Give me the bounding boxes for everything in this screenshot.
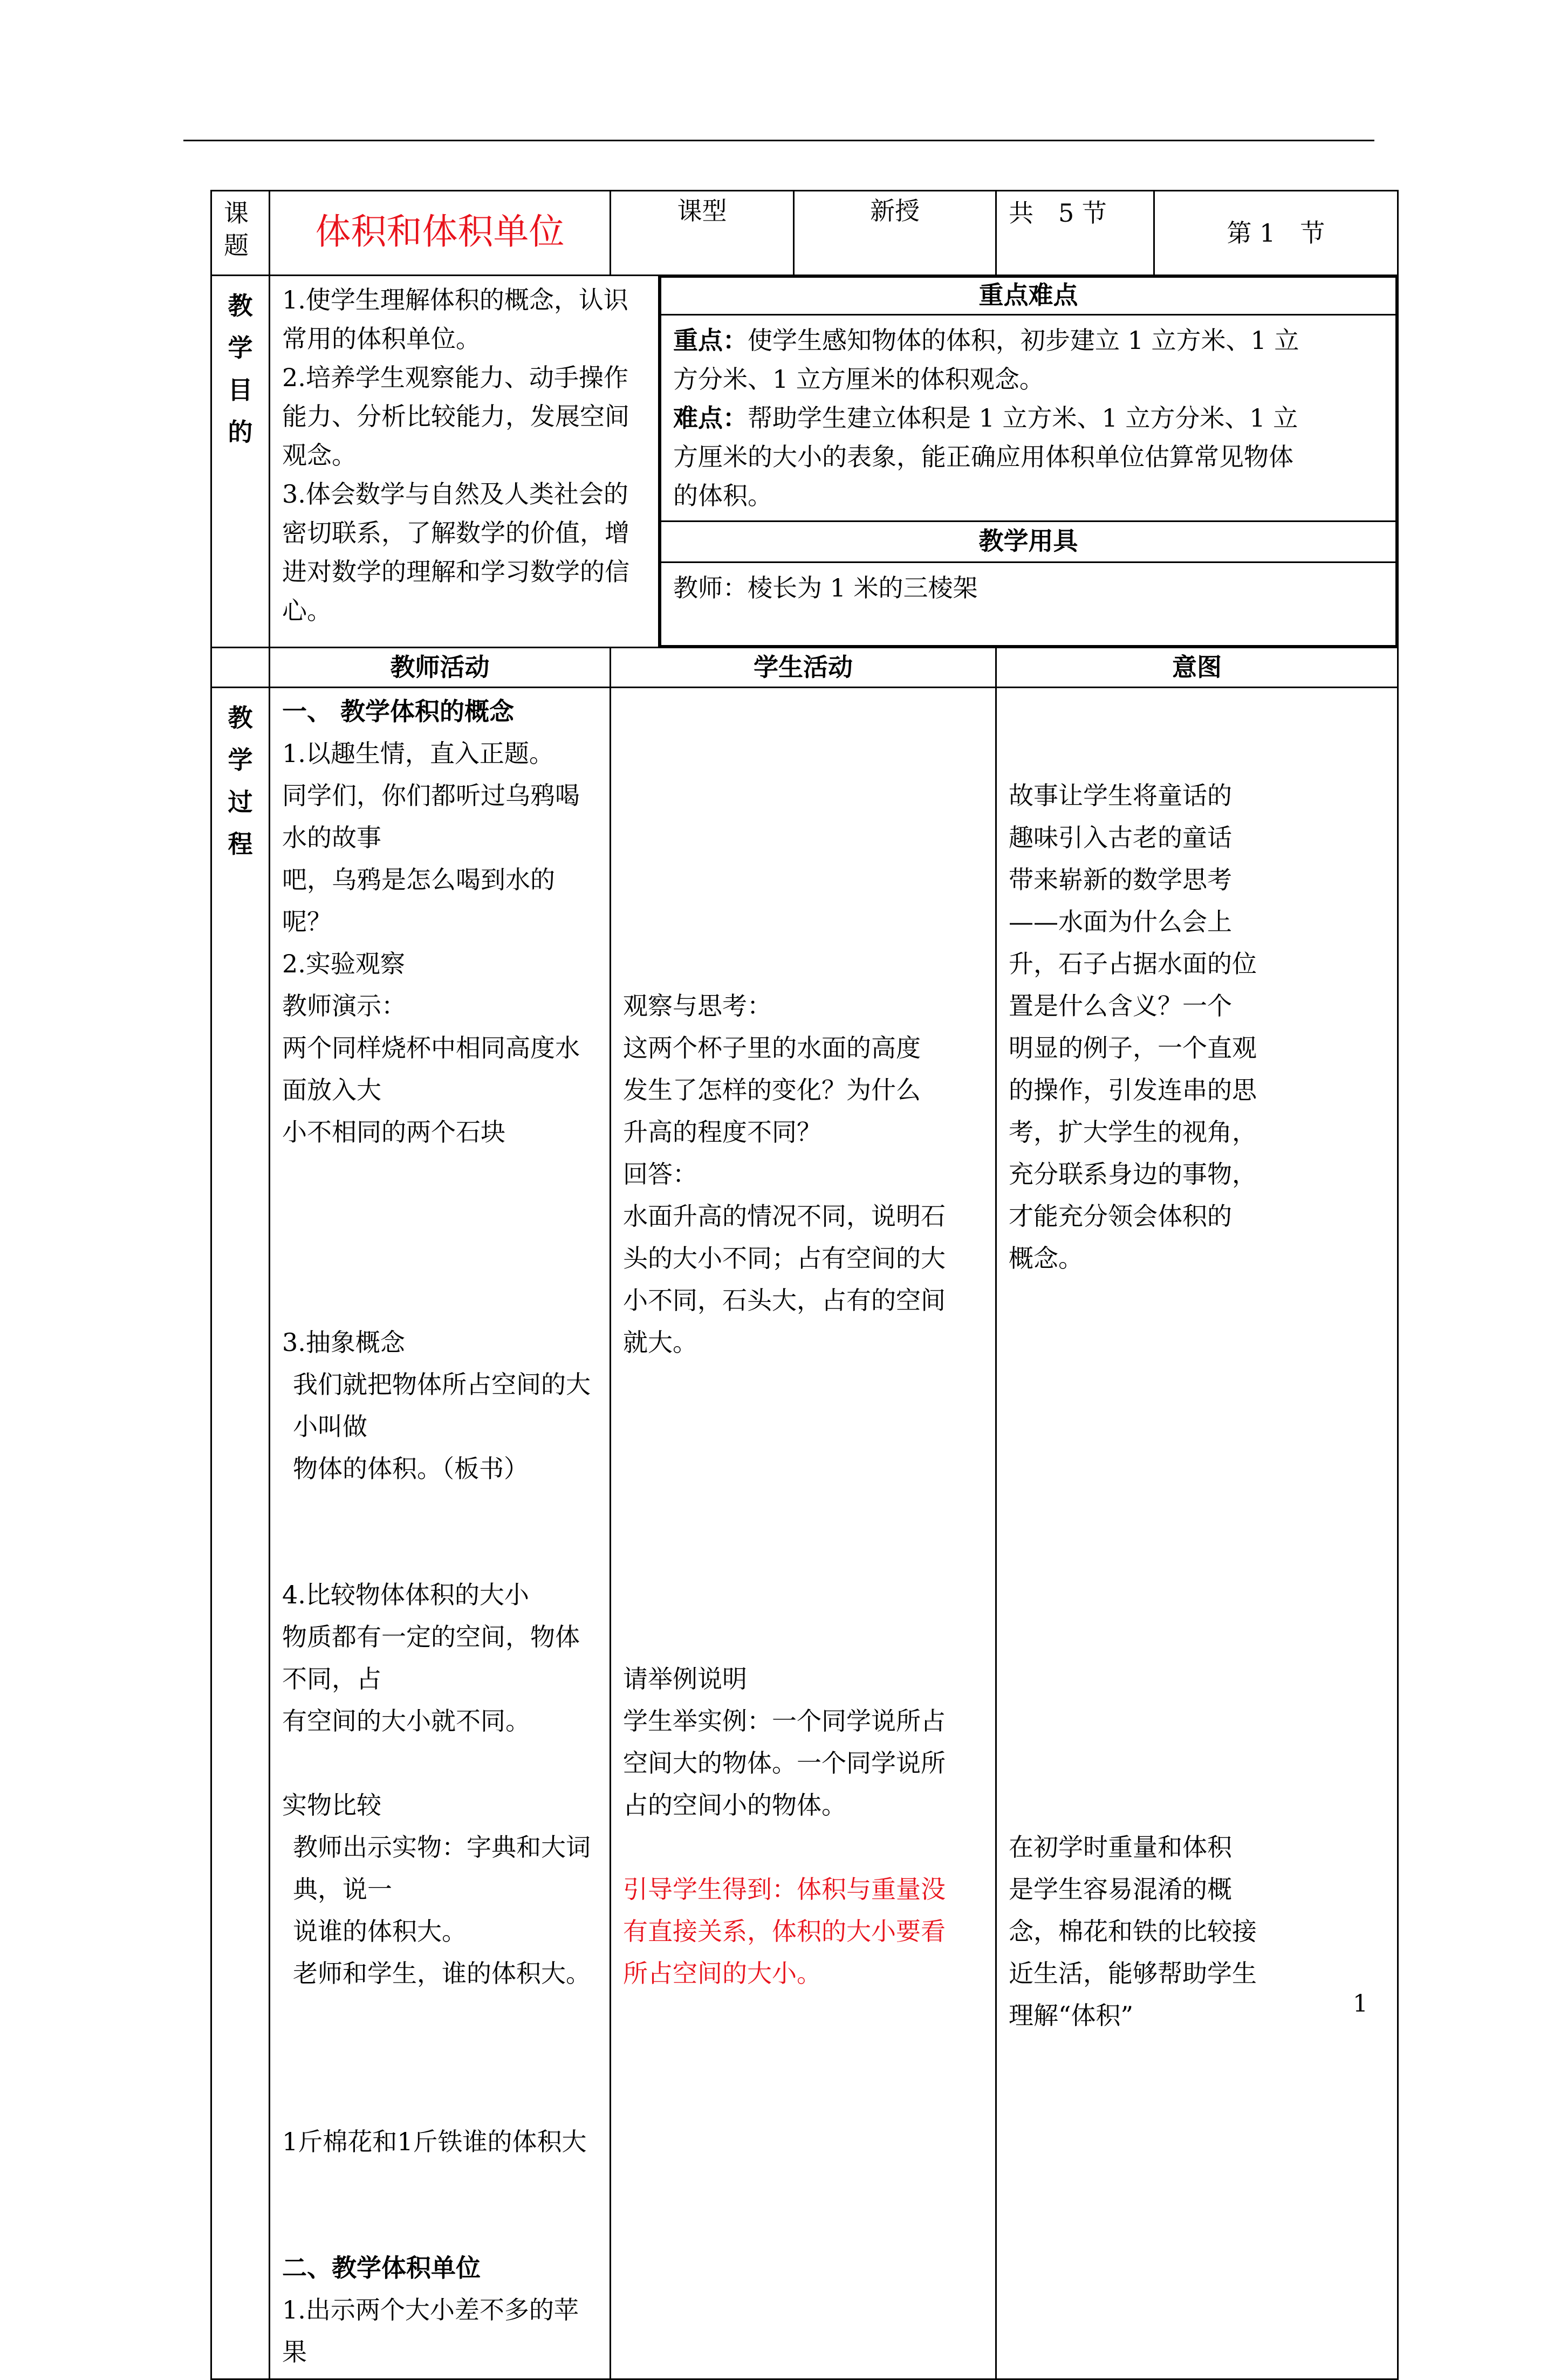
key-points-heading: 重点难点 — [661, 277, 1396, 315]
difficult-label: 难点： — [673, 403, 748, 433]
process-header-row — [211, 648, 1398, 688]
total-sessions: 共 5 节 — [996, 191, 1154, 276]
lesson-title: 体积和体积单位 — [315, 210, 565, 252]
teacher-activity: 一、 教学体积的概念 1.以趣生情，直入正题。 同学们，你们都听过乌鸦喝水的故事 吧，乌鸦是怎么喝到水的呢？ 2.实验观察 教师演示： 两个同样烧杯中相同高度水面放入大 小不相同的两个石块 3.抽象概念 我们就把物体所占空间的大小叫做 物体的体积。（板书） 4.比较物体体积的大小 物质都有一定的空间，物体不同，占 有空间的大小就不同。 实物比较 教师出示实物：字典和大词典，说一 说谁的体积大。 老师和学生，谁的体积大。 1斤棉花和1斤铁谁的体积大 二、教学体积单位 1.出示两个大小差不多的苹果 — [270, 688, 611, 2379]
lesson-label: 课题 — [211, 191, 270, 276]
tools-text: 教师：棱长为 1 米的三棱架 — [661, 563, 1396, 646]
key-points-nested — [660, 276, 1397, 647]
key-points-cell — [659, 276, 1398, 648]
objectives-side-label: 教 学 目 的 — [211, 276, 270, 648]
current-session: 第 1 节 — [1154, 191, 1398, 276]
process-side-label: 教 学 过 程 — [211, 688, 270, 2379]
col-intent: 意图 — [996, 648, 1398, 688]
intent: 故事让学生将童话的 趣味引入古老的童话 带来崭新的数学思考 ——水面为什么会上 升，石子占据水面的位 置是什么含义？一个 明显的例子，一个直观 的操作，引发连串的思 考，扩大学生的视角， 充分联系身边的事物， 才能充分领会体积的 概念。 在初学时重量和体积 是学生容易混淆的概 念，棉花和铁的比较接 近生活，能够帮助学生 理解“体积” — [996, 688, 1398, 2379]
objectives-text: 1.使学生理解体积的概念，认识 常用的体积单位。 2.培养学生观察能力、动手操作 能力、分析比较能力，发展空间 观念。 3.体会数学与自然及人类社会的 密切联系，了解数学的价值，增 进对数学的理解和学习数学的信 心。 — [270, 276, 659, 648]
header-rule — [183, 140, 1374, 141]
key-points-body: 重点：使学生感知物体的体积，初步建立 1 立方米、1 立 方分米、1 立方厘米的体积观念。 难点：帮助学生建立体积是 1 立方米、1 立方分米、1 立 方厘米的大小的表象，能正确应用体积单位估算常见物体 的体积。 — [661, 315, 1396, 522]
lesson-plan-table — [210, 190, 1399, 2380]
objectives-row — [211, 276, 1398, 648]
header-row — [211, 191, 1398, 276]
col-student: 学生活动 — [611, 648, 996, 688]
blank-header — [211, 648, 270, 688]
lesson-title-cell — [270, 191, 611, 276]
key-label: 重点： — [673, 326, 748, 355]
tools-heading: 教学用具 — [661, 522, 1396, 563]
student-activity: 观察与思考： 这两个杯子里的水面的高度 发生了怎样的变化？为什么 升高的程度不同？ 回答： 水面升高的情况不同，说明石 头的大小不同；占有空间的大 小不同，石头大，占有的空间 就大。 请举例说明 学生举实例：一个同学说所占 空间大的物体。一个同学说所 占的空间小的物体。 引导学生得到：体积与重量没 有直接关系，体积的大小要看 所占空间的大小。 — [611, 688, 996, 2379]
type-value: 新授 — [794, 191, 996, 276]
page-number: 1 — [1353, 1990, 1368, 2018]
process-row — [211, 688, 1398, 2379]
type-label: 课型 — [611, 191, 794, 276]
col-teacher: 教师活动 — [270, 648, 611, 688]
